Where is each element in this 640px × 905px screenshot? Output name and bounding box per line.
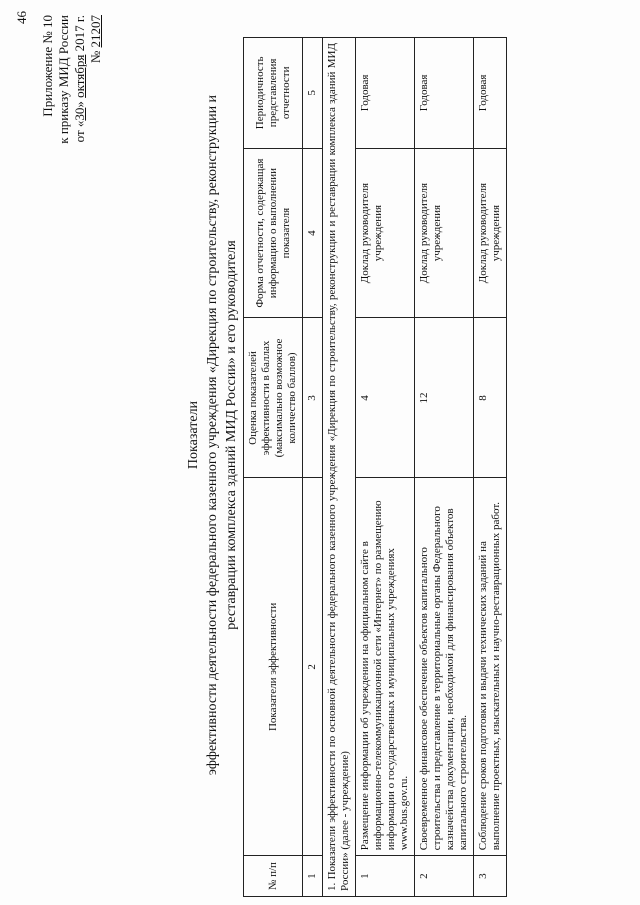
report-form: Доклад руководителя учреждения <box>474 148 507 318</box>
annex-number: № 21207 <box>88 15 103 64</box>
section-heading-row <box>323 38 356 897</box>
annex-date-day: 30 <box>72 107 87 121</box>
column-number: 3 <box>303 318 323 478</box>
header-periodicity: Периодичность представления отчетности <box>244 38 303 149</box>
periodicity: Годовая <box>415 38 474 149</box>
indicator-text: Соблюдение сроков подготовки и выдачи технических заданий на выполнение проектных, изыскательных и научно-реставрационных работ. <box>474 478 507 856</box>
indicator-text: Размещение информации об учреждении на официальном сайте в информационно-телекоммуникационной сети «Интернет» по размещению информации о государственных и муниципальных учреждениях www.bus.gov.ru. <box>356 478 415 856</box>
document-title <box>184 85 241 785</box>
row-number: 3 <box>474 856 507 897</box>
annex-date: от «30» октября 2017 г. <box>72 15 87 143</box>
table-header-row <box>244 38 303 897</box>
header-indicator: Показатели эффективности <box>244 478 303 856</box>
column-numbers-row <box>303 38 323 897</box>
column-number: 5 <box>303 38 323 149</box>
annex-order-ref: к приказу МИД России <box>56 15 71 144</box>
score-value: 4 <box>356 318 415 478</box>
periodicity: Годовая <box>474 38 507 149</box>
header-number: № п/п <box>244 856 303 897</box>
title-line-2: эффективности деятельности федерального казенного учреждения «Дирекция по строительству, реконструкции и <box>205 94 220 776</box>
column-number: 4 <box>303 148 323 318</box>
table-row <box>474 38 507 897</box>
row-number: 2 <box>415 856 474 897</box>
report-form: Доклад руководителя учреждения <box>415 148 474 318</box>
annex-header <box>40 15 104 165</box>
header-score: Оценка показателей эффективности в баллах (максимально возможное количество баллов) <box>244 318 303 478</box>
annex-date-month: октября <box>72 54 87 98</box>
section-heading: 1. Показатели эффективности по основной деятельности федерального казенного учреждения «Дирекция по строительству, реконструкции и реставрации комплекса зданий МИД России» (далее - учреждение) <box>323 38 356 897</box>
table-row <box>415 38 474 897</box>
title-heading: Показатели <box>186 400 201 470</box>
table-row <box>356 38 415 897</box>
column-number: 1 <box>303 856 323 897</box>
periodicity: Годовая <box>356 38 415 149</box>
annex-number-value: 21207 <box>88 15 103 48</box>
column-number: 2 <box>303 478 323 856</box>
header-report-form: Форма отчетности, содержащая информацию о выполнении показателя <box>244 148 303 318</box>
page-number: 46 <box>14 11 29 24</box>
score-value: 8 <box>474 318 507 478</box>
title-line-3: реставрации комплекса зданий МИД России» и его руководителя <box>224 240 239 630</box>
indicators-table <box>243 37 507 897</box>
report-form: Доклад руководителя учреждения <box>356 148 415 318</box>
score-value: 12 <box>415 318 474 478</box>
annex-title: Приложение № 10 <box>40 15 55 117</box>
row-number: 1 <box>356 856 415 897</box>
indicator-text: Своевременное финансовое обеспечение объектов капитального строительства и представление в территориальные органы Федерального казначейства документации, необходимой для финансирования объектов капитального строительства. <box>415 478 474 856</box>
